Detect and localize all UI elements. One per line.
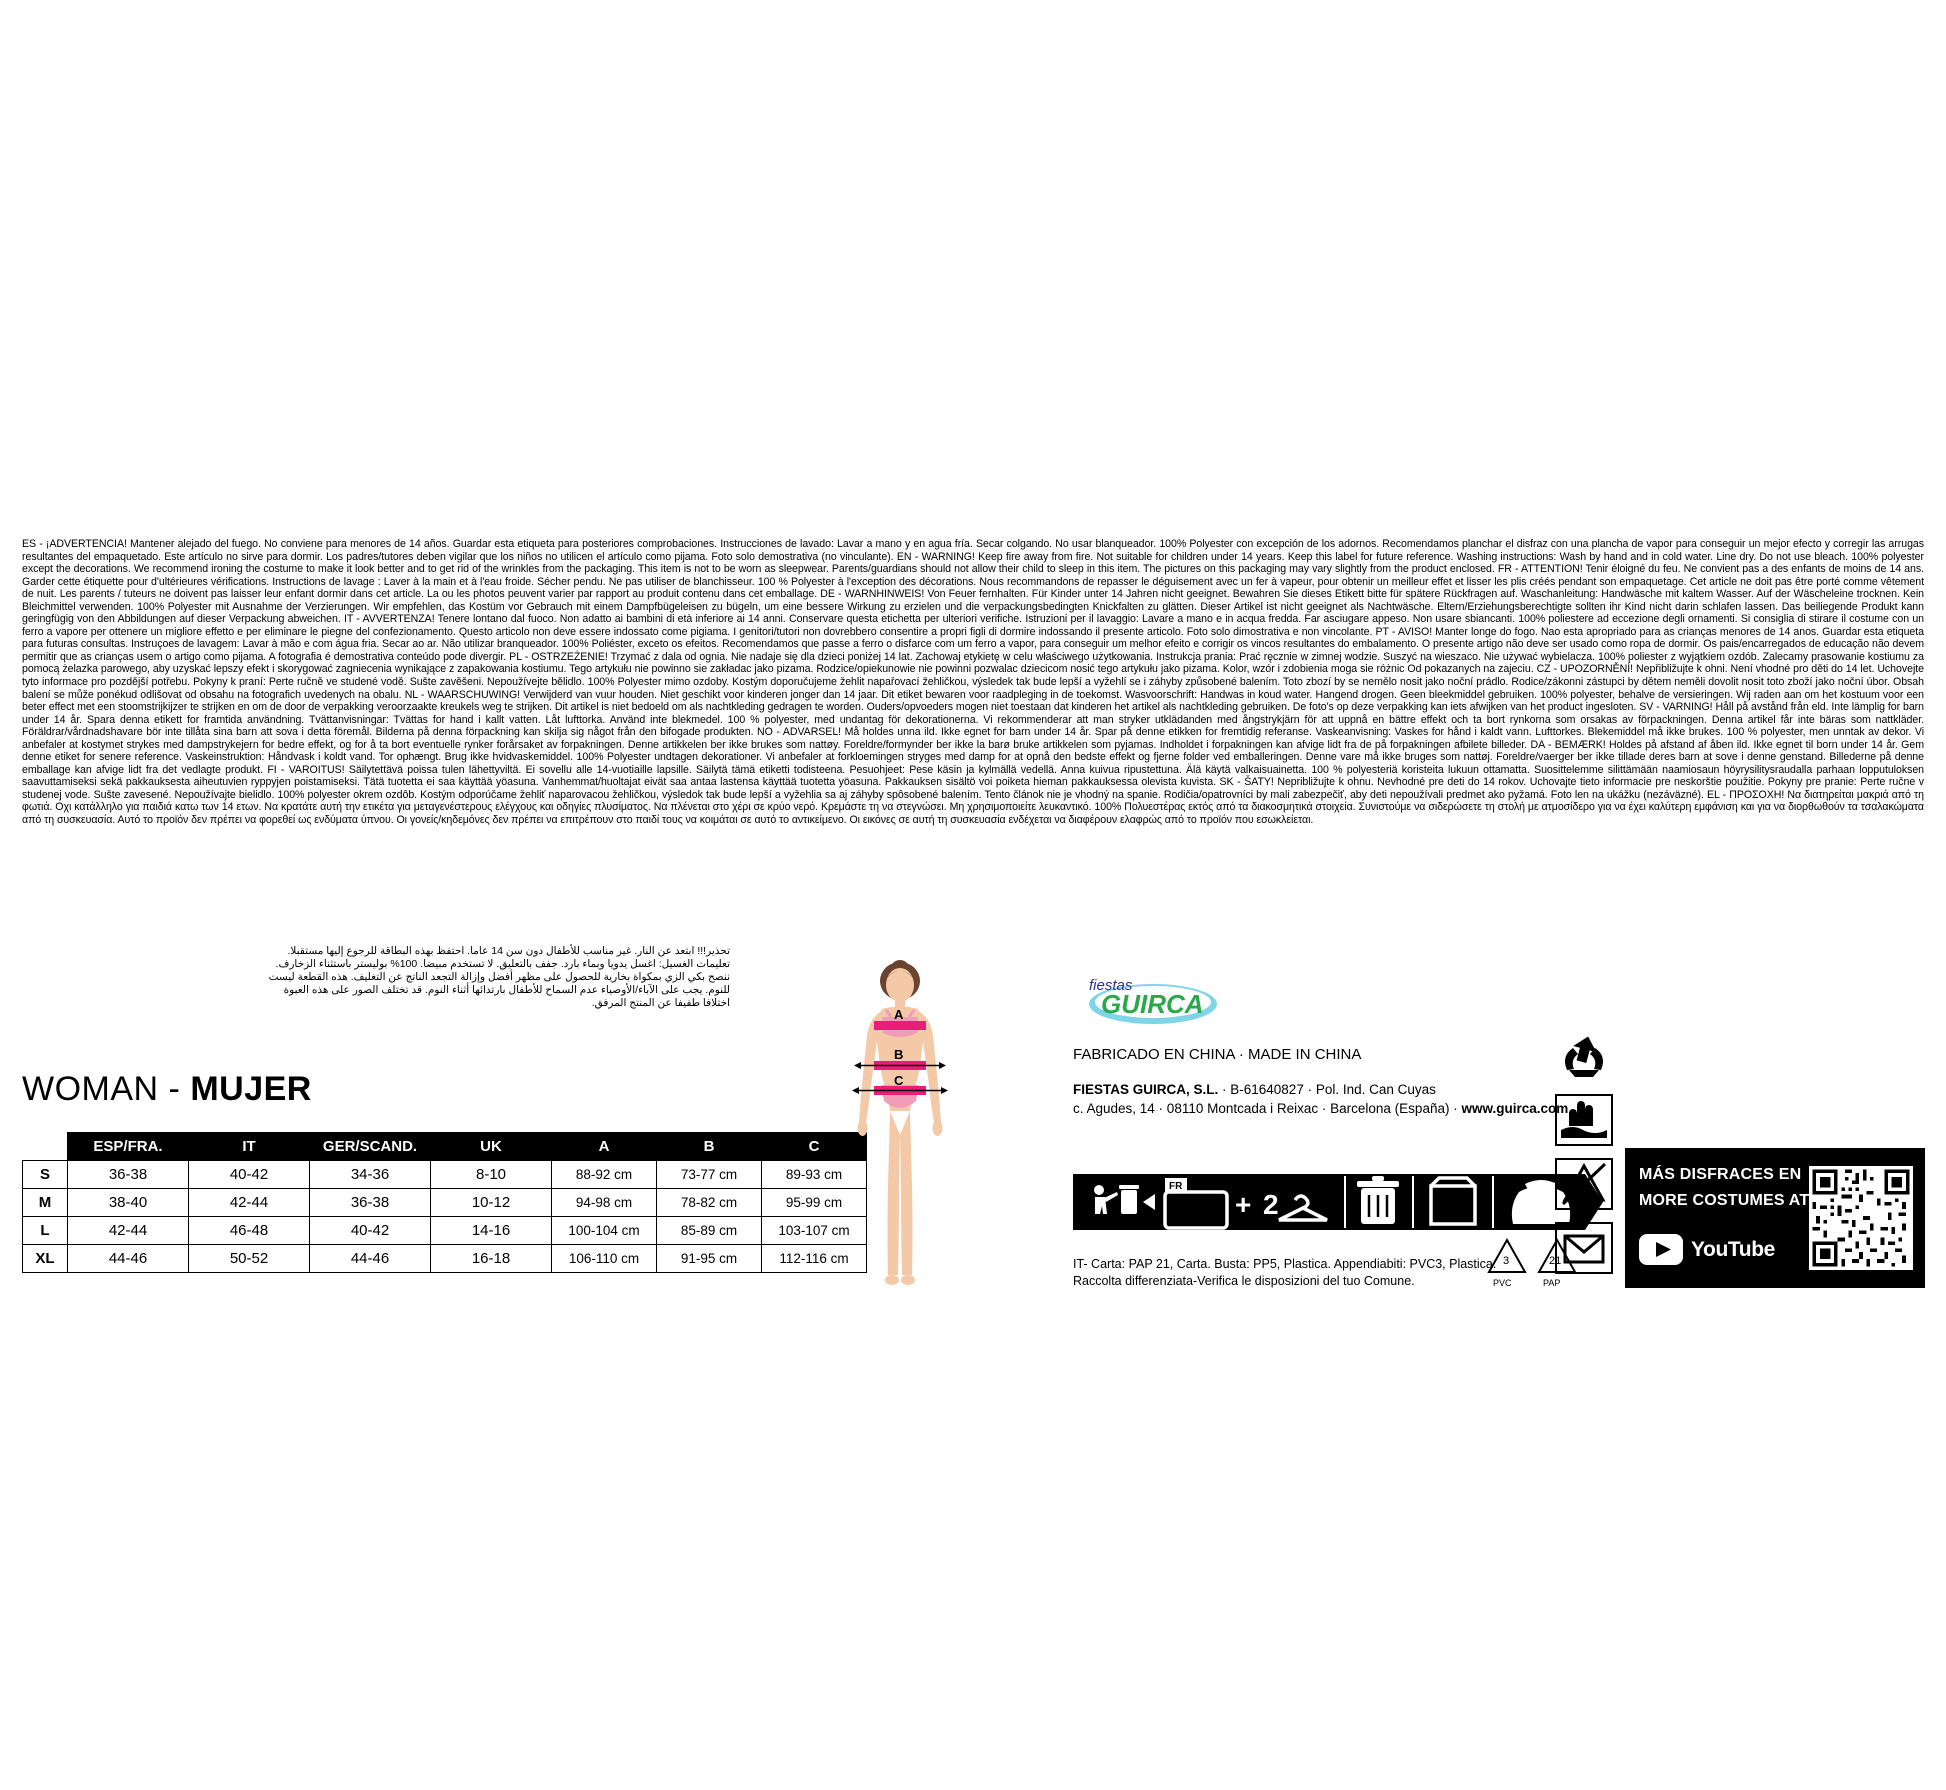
title-separator: - [158,1070,191,1108]
size-chart-table [22,1132,867,1273]
table-row [23,1161,867,1189]
made-in-text: FABRICADO EN CHINA · MADE IN CHINA [1073,1046,1362,1063]
cell-b: 78-82 cm [657,1189,762,1217]
cell-b: 91-95 cm [657,1245,762,1273]
packaging-note-line-2: Raccolta differenziata-Verifica le disposizioni del tuo Comune. [1073,1274,1415,1288]
header-it: IT [189,1133,310,1161]
svg-text:fiestas: fiestas [1089,977,1133,994]
measurement-figure [770,955,1030,1300]
svg-text:2: 2 [1263,1189,1279,1220]
arabic-line: ننصح بكي الزي بمكواة بخارية للحصول على مظهر أفضل وإزالة التجعد الناتج عن التغليف. هذه القطعة ليست [268,971,730,983]
arabic-warning-text [30,945,730,1010]
cell-ger-scand: 40-42 [310,1217,431,1245]
header-esp-fra: ESP/FRA. [68,1133,189,1161]
svg-text:PVC: PVC [1493,1278,1512,1288]
youtube-link[interactable] [1639,1234,1775,1265]
mail-envelope-icon [1555,1222,1613,1274]
cell-it: 40-42 [189,1161,310,1189]
header-a: A [552,1133,657,1161]
row-size-label: M [23,1189,68,1217]
cell-it: 46-48 [189,1217,310,1245]
arabic-line: للنوم. يجب على الآباء/الأوصياء عدم السماح للأطفال بارتدائها أثناء النوم. قد تختلف الصور على هذه العبوة [283,984,730,996]
company-address: c. Agudes, 14 · 08110 Montcada i Reixac · Barcelona (España) · [1073,1101,1462,1116]
cell-a: 94-98 cm [552,1189,657,1217]
row-size-label: XL [23,1245,68,1273]
cell-a: 88-92 cm [552,1161,657,1189]
company-registration: · B-61640827 · Pol. Ind. Can Cuyas [1218,1082,1436,1097]
cell-b: 85-89 cm [657,1217,762,1245]
cell-ger-scand: 44-46 [310,1245,431,1273]
header-uk: UK [431,1133,552,1161]
svg-text:FR: FR [1169,1181,1183,1192]
hand-wash-icon [1555,1094,1613,1146]
company-details [1073,1080,1568,1118]
cell-uk: 8-10 [431,1161,552,1189]
youtube-label: YouTube [1691,1237,1775,1261]
youtube-icon [1639,1234,1683,1265]
measure-label-b: B [894,1047,904,1062]
cell-esp-fra: 38-40 [68,1189,189,1217]
qr-code-svg [1809,1166,1913,1270]
company-name: FIESTAS GUIRCA, S.L. [1073,1082,1219,1097]
table-header-row [23,1133,867,1161]
svg-text:+: + [1235,1189,1252,1220]
cell-it: 42-44 [189,1189,310,1217]
guirca-logo-svg [1075,968,1225,1030]
cell-ger-scand: 36-38 [310,1189,431,1217]
arabic-line: تحذير!!! ابتعد عن النار. غير مناسب للأطفال دون سن 14 عاما. احتفظ بهذه البطاقة للرجوع إليها مستقبلا. [287,945,730,957]
table-row [23,1245,867,1273]
header-b: B [657,1133,762,1161]
table-row [23,1189,867,1217]
promo-line-en: MORE COSTUMES AT [1639,1192,1810,1209]
company-line-2 [1073,1099,1568,1118]
cell-esp-fra: 44-46 [68,1245,189,1273]
measure-label-c: C [894,1073,904,1088]
company-line-1 [1073,1080,1568,1099]
cell-c: 112-116 cm [762,1245,867,1273]
cell-a: 106-110 cm [552,1245,657,1273]
cell-c: 95-99 cm [762,1189,867,1217]
cell-uk: 16-18 [431,1245,552,1273]
company-website[interactable]: www.guirca.com [1461,1101,1569,1116]
care-symbols-column [1555,1030,1625,1286]
header-c: C [762,1133,867,1161]
cell-uk: 10-12 [431,1189,552,1217]
packaging-disposal-note [1073,1256,1503,1290]
cell-uk: 14-16 [431,1217,552,1245]
header-blank [23,1133,68,1161]
cell-c: 89-93 cm [762,1161,867,1189]
title-word-woman: WOMAN [22,1070,159,1108]
page-title [22,1070,312,1109]
arabic-line: اختلافا طفيفا عن المنتج المرفق. [591,997,730,1009]
promo-line-es: MÁS DISFRACES EN [1639,1166,1802,1183]
cell-it: 50-52 [189,1245,310,1273]
header-ger-scand: GER/SCAND. [310,1133,431,1161]
packaging-note-line-1: IT- Carta: PAP 21, Carta. Busta: PP5, Plastica. Appendiabiti: PVC3, Plastica. [1073,1257,1497,1271]
cell-c: 103-107 cm [762,1217,867,1245]
cell-ger-scand: 34-36 [310,1161,431,1189]
measure-label-a: A [894,1007,904,1022]
svg-text:3: 3 [1503,1255,1510,1267]
cell-a: 100-104 cm [552,1217,657,1245]
svg-text:PAP: PAP [1543,1278,1561,1288]
do-not-bleach-icon [1555,1158,1613,1210]
cell-esp-fra: 36-38 [68,1161,189,1189]
svg-text:GUIRCA: GUIRCA [1101,989,1204,1019]
guirca-logo [1075,968,1225,1030]
promo-banner [1625,1148,1925,1288]
row-size-label: L [23,1217,68,1245]
cell-esp-fra: 42-44 [68,1217,189,1245]
multilingual-warnings-text: ES - ¡ADVERTENCIA! Mantener alejado del fuego. No conviene para menores de 14 años. Guardar esta etiqueta para posteriores comprobaciones. Instrucciones de lavado: Lavar a mano y en agua fría. Secar colgando. No usar blanqueador. 100% Polyester con excepción de los adornos. Recomendamos planchar el disfraz con una plancha de vapor para conseguir un mejor efecto y corregir las arrugas resultantes del empaquetado. Este artículo no sirve para dormir. Los padres/tutores deben vigilar que los niños no utilicen el artículo como pijama. Foto solo demostrativa (no vinculante). EN - WARNING! Keep fire away from fire. Not suitable for children under 14 years. Keep this label for future reference. Washing instructions: Wash by hand and in cold water. Line dry. Do not use bleach. 100% polyester except the decorations. We recommend ironing the costume to make it look better and to get rid of the wrinkles from the packaging. This item is not to be worn as sleepwear. Parents/guardians should not allow their child to sleep in this item. The pictures on this packaging may vary slightly from the product enclosed. FR - ATTENTION! Tenir éloigné du feu. Ne convient pas a des enfants de moins de 14 ans. Garder cette étiquette pour d'ultérieures vérifications. Instructions de lavage : Laver à la main et à l'eau froide. Sécher pendu. Ne pas utiliser de blanchisseur. 100 % Polyester à l'exception des décorations. Nous recommandons de repasser le déguisement avec un fer à vapeur, pour obtenir un meilleur effet et lisser les plis créés pendant son empaquetage. Cet article ne doit pas être porté comme vêtement de nuit. Les parents / tuteurs ne doivent pas laisser leur enfant dormir dans cet article. La ou les photos peuvent varier par rapport au produit contenu dans cet emballage. DE - WARNHINWEIS! Von Feuer fernhalten. Für Kinder unter 14 Jahren nicht geeignet. Bewahren Sie dieses Etikett bitte für spätere Rückfragen auf. Waschanleitung: Handwäsche mit kaltem Wasser. Auf der Wäscheleine trocknen. Kein Bleichmittel verwenden. 100% Polyester mit Ausnahme der Verzierungen. Wir empfehlen, das Kostüm vor Gebrauch mit einem Dampfbügeleisen zu bügeln, um eine bessere Wirkung zu erzielen und die verpackungsbedingten Knickfalten zu glätten. Dieser Artikel ist nicht geeignet als Nachtwäsche. Eltern/Erziehungsberechtigte sollten ihr Kind nicht darin schlafen lassen. Das beiliegende Produkt kann geringfügig von den Abbildungen auf dieser Verpackung abweichen. IT - AVVERTENZA! Tenere lontano dal fuoco. Non adatto ai bambini di età inferiore ai 14 anni. Conservare questa etichetta per ulteriori verifiche. Istruzioni per il lavaggio: Lavare a mano e in acqua fredda. Far asciugare appeso. Non usare sbiancanti. 100% poliestere ad eccezione degli ornamenti. Si consiglia di stirare il costume con un ferro a vapore per ottenere un migliore effetto e per eliminare le piegne del confezionamento. Questo articolo non deve essere indossato come pigiama. I genitori/tutori non dovrebbero consentire a propri figli di dormire indossando il presente articolo. Foto solo dimostrativa e non vincolante. PT - AVISO! Manter longe do fogo. Nao esta apropriado para as crianças menores de 14 anos. Guardar esta etiqueta para futuras consultas. Instruçoes de lavagem: Lavar à mão e com água fria. Secar ao ar. Não utilizar branqueador. 100% Poliéster, exceto os efeitos. Recomendamos que passe a ferro o disfarce com um ferro a vapor, para conseguir um melhor efeito e corrigir os vincos resultantes do embalamento. O presente artigo não deve ser usado como ropa de dormir. Os pais/encarregados de educação não devem permitir que as crianças usem o artigo como pijama. A fotografia é demostrativa conteúdo pode divergir. PL - OSTRZEŻENIE! Trzymać z dala od ognia. Nie nadaje się dla dzieci poniżej 14 lat. Zachowaj etykietę w celu właściwego użytkowania. Instrukcja prania: Prać ręcznie w zimnej wodzie. Suszyć na wieszaco. Nie używać wybielacza. 100% poliester z wyjątkiem ozdób. Zalecamy prasowanie kostiumu za pomocą żelazka parowego, aby uzyskać lepszy efekt i skorygować zagniecenia wynikające z zapakowania kostiumu. Tego artykułu nie powinno sie zakładac jako pizama. Rodzice/opiekunowie nie powinni pozwalac dziecicom nosić tego artykułu jako pizama. Kolor, wzór i zdobienia moga sie różnic Od pokazanych na zajeciu. CZ - UPOZORNĚNÍ! Nepřibližujte k ohni. Není vhodné pro děti do 14 let. Uchovejte tyto informace pro pozdější potřebu. Pokyny k praní: Perte ručně ve studené vodě. Sušte zavěšeni. Nepoužívejte bělidlo. 100% Polyester mimo ozdoby. Kostým doporučujeme žehlit napařovací žehličkou, výsledek tak bude lepší a vyžehlí se i záhyby způsobené balením. Toto zbozí by se nemělo nosit jako noční prádlo. Rodice/zákonni zástupci by dětem neměli dovolit nosit toto zboží jako noční úbor. Obsah balení se může ponékud odlišovat od obsahu na fotografich uvedenych na obalu. NL - WAARSCHUWING! Verwijderd van vuur houden. Niet geschikt voor kinderen jonger dan 14 jaar. Dit etiket bewaren voor raadpleging in de toekomst. Wasvoorschrift: Handwas in koud water. Hangend drogen. Geen bleekmiddel gebruiken. 100% polyester, behalve de versieringen. Wij raden aan om het kostuum voor een beter effect met een stoomstrijkijzer te strijken en om de door de verpakking veroorzaakte kreukels weg te strijken. Dit artikel is niet bedoeld om als nachtkleding gedragen te worden. Ouders/opvoeders mogen niet toestaan dat kinderen het artikel als nachtkleding gebruiken. De foto's op deze verpakking kan iets afwijken van het product ingesloten. SV - VARNING! Håll på avstånd från eld. Inte lämplig for barn under 14 år. Spara denna etikett for framtida användning. Tvättanvisningar: Tvättas for hand i kallt vatten. Låt lufttorka. Använd inte blekmedel. 100 % polyester, med undantag för dekorationerna. Vi rekommenderar att man stryker utklädanden med ångstrykjärn för att uppnå en bättre effekt och ta bort rynkorna som orsakas av förpackningen. Denna artikel får inte bäras som nattkläder. Föräldrar/vårdnadshavare bör inte tillåta sina barn att sova i detta föremål. Bilderna på denna förpackning kan skilja sig något från den bifogade produkten. NO - ADVARSEL! Må holdes unna ild. Ikke egnet for barn under 14 år. Spar på denne etikken for fremtidig referanse. Vaskeanvisning: Vaskes for hånd i kaldt vann. Lufttorkes. Blekemiddel må ikke brukes. 100 % polyester, men unntak av dekor. Vi anbefaler at kostymet strykes med dampstrykejern for bedre effekt, og for å ta bort eventuelle rynker forårsaket av forpakningen. Denne artikkelen ber ikke brukes som nattøy. Foreldre/formynder ber ikke la barø bruke artikkelen som pyjamas. Indholdet i forpakningen kan afvige lidt fra de på forpakningen afbilete billeder. DA - BEMÆRK! Holdes på afstand af åben ild. Ikke egnet til born under 14 år. Gem denne etiket for senere reference. Vaskeinstruktion: Håndvask i koldt vand. Tor ophængt. Brug ikke hvidvaskemiddel. 100% Polyester undtagen dekorationer. Vi anbefaler at forkloemingen stryges med damp for at opnå den bedste effekt og fjerne folder ved emballeringen. Denne vare må ikke bruges som nattøj. Foreldre/vaerger ber ikke tillade deres barn at sove i denne genstand. Billederne på denne emballage kan afvige lidt fra det vedlagte produkt. FI - VAROITUS! Säilytettävä poissa tulen lähettyviltä. Ei sovellu alle 14-vuotiaille lapsille. Säilytä tämä etiketti todisteena. Pesuohjeet: Pese käsin ja kylmällä vedellä. Anna kuivua ripustettuna. Älä käytä valkaisuainetta. 100 % polyesteriä koristeita lukuun ottamatta. Suosittelemme silittämään naamiosaun höyrysilitysraudalla parhaan lopputuloksen saavuttamiseksi sekä pakkauksesta aiheutuvien ryppyjen poistamiseksi. Tätä tuotetta ei saa käyttää yöasuna. Vanhemmat/huoltajat eivät saa antaa lastensa käyttää tuotetta yöasuna. Pakkauksen sisältö voi poiketa hieman pakkauksessa olevista kuvista. SK - ŠATY! Nepribližujte k ohnu. Nevhodné pre deti do 14 rokov. Uchovajte tieto informacie pre neskorštie použitie. Pokyny pre pranie: Perte ručne v studenej vode. Sušte zavesené. Nepoužívajte bielidlo. 100% polyester okrem ozdôb. Kostým odporúčame žehliť naparovacou žehličkou, výsledok tak bude lepší a vyžehlia sa aj záhyby spôsobené balením. Tento článok nie je vhodný na spanie. Rodičia/opatrovníci by mali zabezpečiť, aby deti nepoužívali predmet ako pyžamá. Foto len na ukážku (nezáväzné). EL - ΠΡΟΣΟΧΗ! Να διατηρείται μακριά από τη φωτιά. Οχι κατάλληλο για παιδιά κατω των 14 ετων. Να κρατάτε αυτή την ετικέτα για μεταγενέστερους ελέγχους και οδηγίες πλυσίματος. Να πλένεται στο χέρι σε κρύο νερό. Κρεμάστε τη να στεγνώσει. Μη χρησιμοποιείτε λευκαντικό. 100% Πολυεστέρας εκτός από τα διακοσμητικά στοιχεία. Συνιστούμε να σιδερώσετε τη στολή με ατμοσίδερο για να έχει καλύτερη εμφάνιση και για να διορθωθούν τα τσαλακώματα από τη συσκευασία. Αυτό το προϊόν δεν πρέπει να φορεθεί ως ενδύματα ύπνου. Οι γονείς/κηδεμόνες δεν πρέπει να επιτρέπουν στο παιδί τους να κοιμάται σε αυτό το αντικείμενο. Οι εικόνες σε αυτή τη συσκευασία ενδέχεται να διαφέρουν ελαφρώς από το προϊόν που εσωκλείεται. [22,538,1924,827]
recycle-arrows-icon [1555,1030,1613,1082]
svg-text:21: 21 [1549,1255,1562,1267]
arabic-line: تعليمات الغسيل: اغسل يدويا وبماء بارد. جفف بالتعليق. لا تستخدم مبيضا. 100% بوليستر باستثناء الزخارف. [275,958,730,970]
title-word-mujer: MUJER [190,1070,312,1108]
row-size-label: S [23,1161,68,1189]
cell-b: 73-77 cm [657,1161,762,1189]
qr-code[interactable] [1809,1166,1913,1270]
table-row [23,1217,867,1245]
